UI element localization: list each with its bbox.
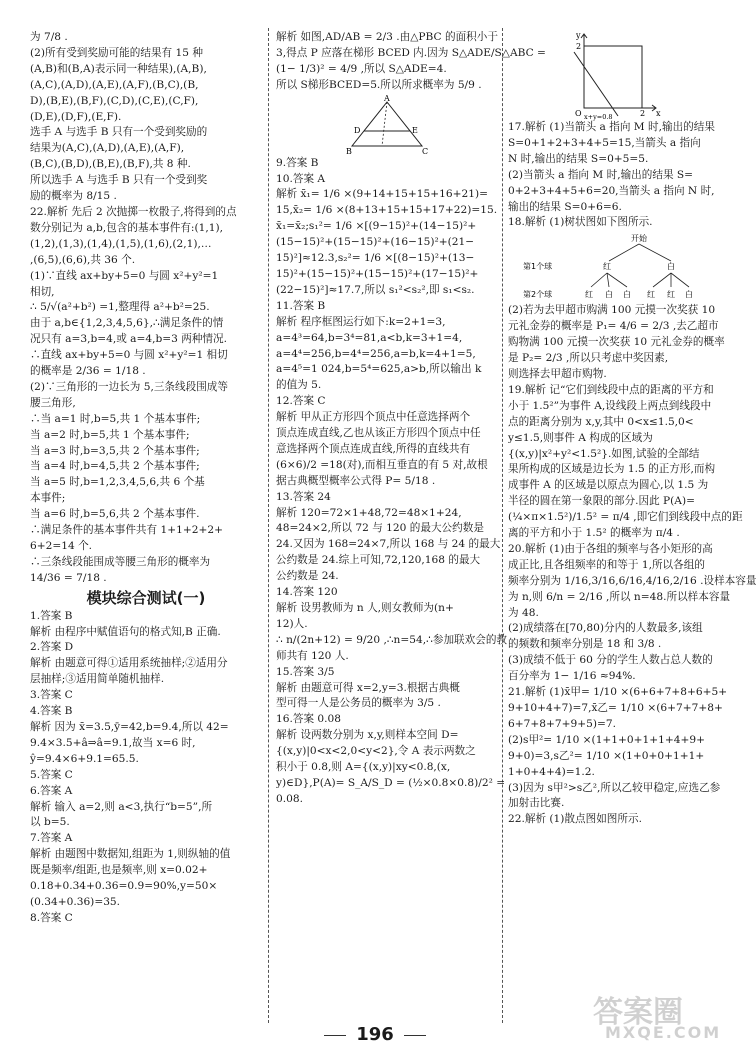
text-line: (22−15)²]≈17.7,所以 s₁²<s₂²,即 s₁<s₂. [276, 283, 475, 296]
text-line: 3.答案 C [30, 689, 73, 702]
text-line: 数分别记为 a,b,包含的基本事件有:(1,1), [30, 221, 223, 234]
tree-ball2-label: 第2个球 [523, 290, 553, 300]
watermark-logo: 答案圈 MXQE.COM [593, 995, 722, 1042]
tree-red-1: 红 [603, 262, 611, 272]
text-line: (1)∵直线 ax+by+5=0 与圆 x²+y²=1 [30, 269, 219, 282]
text-line: S=0+1+2+3+4+5=15,当箭头 a 指向 [508, 136, 701, 149]
text-line: 层抽样;③适用简单随机抽样. [30, 673, 165, 686]
text-line: 48=24×2,所以 72 与 120 的最大公约数是 [276, 522, 484, 535]
text-line: 既是频率/组距,也是频率,则 x=0.02+ [30, 864, 208, 877]
text-line: (15−15)²+(15−15)²+(16−15)²+(21− [276, 236, 475, 249]
text-line: 解析 由程序中赋值语句的格式知,B 正确. [30, 625, 221, 638]
text-line: ∴满足条件的基本事件共有 1+1+2+2+ [30, 524, 223, 537]
graph-label-o: O [575, 109, 582, 118]
tree-white-1: 白 [667, 262, 675, 272]
text-line: 6+7+8+7+9+5)=7. [508, 717, 616, 730]
text-line: (2)s甲²= 1/10 ×(1+1+0+1+1+4+9+ [508, 733, 706, 746]
column-3 [508, 30, 756, 828]
text-line: 相切, [30, 285, 55, 298]
text-line: 11.答案 B [276, 299, 326, 312]
text-line: 6.答案 A [30, 784, 73, 797]
text-line: 所以选手 A 与选手 B 只有一个受到奖 [30, 174, 208, 187]
text-line: 2.答案 D [30, 641, 74, 654]
text-line: 本事件; [30, 492, 66, 505]
text-line: 当 a=5 时,b=1,2,3,4,5,6,共 6 个基 [30, 476, 205, 489]
graph-label-two-y: 2 [576, 42, 582, 51]
text-line: 8.答案 C [30, 911, 73, 924]
tree-white-3: 白 [623, 290, 631, 300]
text-line: 当 a=2 时,b=5,共 1 个基本事件; [30, 428, 190, 441]
text-line: 14.答案 120 [276, 586, 338, 599]
column-3-answers-part [508, 120, 730, 231]
text-line: 4.答案 B [30, 705, 73, 718]
text-line: (A,C),(A,D),(A,E),(A,F),(B,C),(B, [30, 78, 199, 91]
text-line: (2)当箭头 a 指向 M 时,输出的结果 S= [508, 168, 694, 181]
column-1 [30, 30, 262, 927]
text-line: 积小于 0.8,则 A={(x,y)|xy<0.8,(x, [276, 761, 451, 774]
text-line: ,(6,5),(6,6),共 36 个. [30, 253, 136, 266]
triangle-figure [342, 94, 432, 156]
text-line: ∴ n/(2n+12) = 9/20 ,∴n=54,∴参加联欢会的教 [276, 633, 508, 646]
text-line: 13.答案 24 [276, 490, 331, 503]
text-line: (3)成绩不低于 60 分的学生人数占总人数的 [508, 654, 713, 667]
text-line: 的概率是 2/36 = 1/18 . [30, 365, 146, 378]
text-line: 解析 由题图中数据知,组距为 1,则纵轴的值 [30, 848, 231, 861]
text-line: 当 a=3 时,b=3,5,共 2 个基本事件; [30, 444, 200, 457]
column-2-answers-list [276, 156, 508, 808]
column-1-answers-part [30, 30, 262, 587]
tree-white-4: 白 [685, 290, 693, 300]
text-line: 励的概率为 8/15 . [30, 190, 117, 203]
text-line: 17.解析 (1)当箭头 a 指向 M 时,输出的结果 [508, 121, 715, 133]
text-line: 解析 由题意可得 x=2,y=3.根据古典概 [276, 681, 460, 694]
triangle-label-b: B [346, 146, 352, 156]
text-line: 顶点连成直线,乙也从该正方形四个顶点中任 [276, 427, 481, 440]
text-line: 16.答案 0.08 [276, 713, 341, 726]
tree-start-label: 开始 [631, 234, 647, 244]
text-line: 为 48. [508, 606, 539, 619]
text-line: 19.解析 记“它们到线段中点的距离的平方和 [508, 383, 714, 396]
text-line: (B,C),(B,D),(B,E),(B,F),共 8 种. [30, 158, 191, 171]
text-line: a=4³=64,b=3⁴=81,a<b,k=3+1=4, [276, 331, 463, 344]
tree-red-2: 红 [585, 290, 593, 300]
text-line: ŷ=9.4×6+9.1=65.5. [30, 752, 139, 765]
text-line: 以 b=5. [30, 816, 70, 829]
text-line: 6+2=14 个. [30, 540, 93, 552]
text-line: 21.解析 (1)x̄甲= 1/10 ×(6+6+7+8+6+5+ [508, 686, 728, 699]
graph-label-two-x: 2 [640, 109, 646, 118]
text-line: 18.解析 (1)树状图如下图所示. [508, 216, 653, 229]
text-line: y)∈D},P(A)= S_A/S_D = (½×0.8×0.8)/2² = [276, 776, 506, 789]
text-line: 师共有 120 人. [276, 649, 349, 662]
text-line: 是 P₂= 2/3 ,所以只考虑中奖因素, [508, 352, 669, 365]
text-line: 0+2+3+4+5+6=20,当箭头 a 指向 N 时, [508, 184, 715, 197]
text-line: 成正比,且各组频率的和等于 1,所以各组的 [508, 558, 705, 571]
text-line: 24.又因为 168=24×7,所以 168 与 24 的最大 [276, 538, 501, 551]
triangle-label-a: A [384, 93, 390, 103]
text-line: y≤1.5,则事件 A 构成的区域为 [508, 431, 653, 444]
text-line: {(x,y)|0<x<2,0<y<2},令 A 表示两数之 [276, 745, 476, 758]
text-line: 选手 A 与选手 B 只有一个受到奖励的 [30, 126, 208, 139]
text-line: 解析 设男教师为 n 人,则女教师为(n+ [276, 602, 454, 614]
text-line: 成事件 A 的区域是以原点为圆心,以 1.5 为 [508, 479, 709, 492]
text-line: 则选择去甲超市购物. [508, 367, 607, 380]
text-line: 据古典概型概率公式得 P= 5/18 . [276, 474, 436, 487]
text-line: 5.答案 C [30, 768, 73, 781]
text-line: 12)人. [276, 617, 308, 630]
graph-label-y: y [576, 31, 581, 40]
column-divider-left [268, 28, 269, 1023]
tree-ball1-label: 第1个球 [523, 262, 553, 272]
text-line: 1.答案 B [30, 609, 73, 622]
text-line: a=4⁴=256,b=4⁴=256,a=b,k=4+1=5, [276, 347, 476, 360]
text-line: 的值为 5. [276, 379, 322, 392]
text-line: (1− 1/3)² = 4/9 ,所以 S△ADE=4. [276, 62, 447, 75]
text-line: 14/36 = 7/18 . [30, 571, 107, 584]
triangle-label-e: E [412, 125, 418, 135]
text-line: x̄₁=x̄₂;s₁²= 1/6 ×[(9−15)²+(14−15)²+ [276, 220, 477, 233]
triangle-label-c: C [422, 146, 429, 156]
text-line: 解析 由题意可得①适用系统抽样;②适用分 [30, 657, 228, 670]
text-line: 12.答案 C [276, 395, 326, 408]
text-line: 解析 因为 x̄=3.5,ȳ=42,b=9.4,所以 42= [30, 720, 229, 733]
text-line: 频率分别为 1/16,3/16,6/16,4/16,2/16 .设样本容量 [508, 574, 756, 587]
text-line: 小于 1.5²”为事件 A,设线段上两点到线段中 [508, 399, 712, 412]
text-line: a=4⁵=1 024,b=5⁴=625,a>b,所以输出 k [276, 363, 482, 376]
text-line: 3,得点 P 应落在梯形 BCED 内.因为 S△ADE/S△ABC = [276, 46, 546, 59]
text-line: 为 7/8 . [30, 31, 68, 43]
graph-label-x: x [656, 109, 661, 118]
text-line: (0.34+0.36)=35. [30, 895, 121, 908]
tree-red-3: 红 [647, 290, 655, 300]
text-line: 购物满 100 元摸一次奖获 10 元礼金券的概率 [508, 336, 725, 349]
tree-diagram [519, 231, 719, 303]
text-line: 公约数是 24.综上可知,72,120,168 的最大 [276, 554, 481, 567]
page-number: 196 [0, 1024, 750, 1045]
text-line: 15)²+(15−15)²+(15−15)²+(17−15)²+ [276, 267, 479, 280]
text-line: 当 a=4 时,b=4,5,共 2 个基本事件; [30, 460, 200, 473]
text-line: 0.18+0.34+0.36=0.9=90%,y=50× [30, 880, 218, 893]
text-line: 百分率为 1− 1/16 ≈94%. [508, 670, 636, 683]
column-3-answers-list [508, 303, 756, 828]
section-title: 模块综合测试(一) [86, 588, 206, 607]
text-line: 解析 x̄₁= 1/6 ×(9+14+15+15+16+21)= [276, 188, 488, 201]
text-line: {(x,y)|x²+y²<1.5²}.如图,试验的全部结 [508, 447, 700, 460]
text-line: 为 n,则 6/n = 2/16 ,所以 n=48.所以样本容量 [508, 590, 731, 603]
text-line: 半径的圆在第一象限的部分.因此 P(A)= [508, 495, 695, 508]
text-line: 况只有 a=3,b=4,或 a=4,b=3 两种情况. [30, 333, 227, 346]
graph-label-line: x+y=0.8 [584, 113, 613, 121]
text-line: 的频数和频率分别是 18 和 3/8 . [508, 638, 662, 651]
text-line: (A,B)和(B,A)表示同一种结果),(A,B), [30, 62, 207, 75]
text-line: 点的距离分别为 x,y,其中 0<x≤1.5,0< [508, 415, 694, 428]
triangle-label-d: D [354, 125, 361, 135]
text-line: (¼×π×1.5²)/1.5² = π/4 ,即它们到线段中点的距 [508, 511, 743, 524]
column-divider-right [502, 28, 503, 1023]
text-line: 元礼金券的概率是 P₁= 4/6 = 2/3 ,去乙超市 [508, 320, 719, 333]
text-line: 1+0+4+4)=1.2. [508, 765, 595, 778]
text-line: 7.答案 A [30, 832, 73, 845]
text-line: ∴ 5/√(a²+b²) =1,整理得 a²+b²=25. [30, 301, 210, 314]
text-line: 果所构成的区域是边长为 1.5 的正方形,而构 [508, 463, 716, 476]
text-line: 当 a=6 时,b=5,6,共 2 个基本事件. [30, 508, 200, 521]
text-line: 解析 120=72×1+48,72=48×1+24, [276, 506, 462, 519]
text-line: ∴三条线段能围成等腰三角形的概率为 [30, 555, 211, 568]
text-line: 公约数是 24. [276, 570, 339, 583]
text-line: 型可得一人是公务员的概率为 3/5 . [276, 697, 441, 710]
text-line: (1,2),(1,3),(1,4),(1,5),(1,6),(2,1),… [30, 237, 212, 250]
text-line: ∴当 a=1 时,b=5,共 1 个基本事件; [30, 412, 201, 425]
text-line: 0.08. [276, 792, 303, 805]
text-line: 15,x̄₂= 1/6 ×(8+13+15+15+17+22)=15. [276, 204, 498, 217]
text-line: 解析 程序框图运行如下:k=2+1=3, [276, 315, 446, 328]
text-line: 10.答案 A [276, 172, 326, 185]
column-1-answers-list [30, 609, 262, 927]
text-line: (2)所有受到奖励可能的结果有 15 种 [30, 46, 203, 59]
text-line: 解析 如图,AD/AB = 2/3 .由△PBC 的面积小于 [276, 31, 498, 43]
probability-region-graph [564, 30, 674, 120]
text-line: (3)因为 s甲²>s乙²,所以乙较甲稳定,应选乙参 [508, 781, 721, 794]
text-line: (2)若为去甲超市购满 100 元摸一次奖获 10 [508, 304, 716, 317]
text-line: 22.解析 先后 2 次抛掷一枚骰子,将得到的点 [30, 205, 237, 218]
text-line: 9.4×3.5+â⇒â=9.1,故当 x=6 时, [30, 736, 196, 749]
text-line: 解析 甲从正方形四个顶点中任意选择两个 [276, 411, 471, 424]
text-line: 加射击比赛. [508, 797, 565, 810]
tree-red-4: 红 [667, 290, 675, 300]
text-line: 15.答案 3/5 [276, 665, 335, 678]
text-line: 结果为(A,C),(A,D),(A,E),(A,F), [30, 142, 185, 155]
column-2-answers-part [276, 30, 546, 94]
text-line: (6×6)/2 =18(对),而相互垂直的有 5 对,故根 [276, 458, 488, 471]
text-line: 9+10+4+7)=7,x̄乙= 1/10 ×(6+7+7+8+ [508, 702, 723, 714]
text-line: 意选择两个顶点连成直线,所得的直线共有 [276, 442, 471, 455]
text-line: 解析 设两数分别为 x,y,则样本空间 D= [276, 729, 459, 742]
text-line: (2)成绩落在[70,80)分内的人数最多,该组 [508, 622, 703, 635]
text-line: 腰三角形, [30, 396, 76, 409]
text-line: 20.解析 (1)由于各组的频率与各小矩形的高 [508, 542, 713, 555]
text-line: 22.解析 (1)散点图如图所示. [508, 813, 642, 826]
text-line: D),(B,E),(B,F),(C,D),(C,E),(C,F), [30, 94, 199, 107]
text-line: 解析 输入 a=2,则 a<3,执行“b=5”,所 [30, 800, 213, 813]
text-line: 由于 a,b∈{1,2,3,4,5,6},∴满足条件的情 [30, 317, 224, 330]
text-line: N 时,输出的结果 S=0+5=5. [508, 152, 649, 165]
text-line: 所以 S梯形BCED=5.所以所求概率为 5/9 . [276, 78, 482, 91]
text-line: 9.答案 B [276, 156, 319, 169]
tree-white-2: 白 [605, 290, 613, 300]
text-line: (2)∵三角形的一边长为 5,三条线段围成等 [30, 380, 228, 393]
text-line: 离的平方和小于 1.5² 的概率为 π/4 . [508, 527, 680, 540]
text-line: (D,E),(D,F),(E,F). [30, 110, 122, 123]
text-line: 输出的结果 S=0+6=6. [508, 200, 622, 213]
text-line: ∴直线 ax+by+5=0 与圆 x²+y²=1 相切 [30, 349, 228, 362]
text-line: 15)²]≈12.3,s₂²= 1/6 ×[(8−15)²+(13− [276, 252, 475, 265]
text-line: 9+0)=3,s乙²= 1/10 ×(1+0+0+1+1+ [508, 749, 705, 762]
